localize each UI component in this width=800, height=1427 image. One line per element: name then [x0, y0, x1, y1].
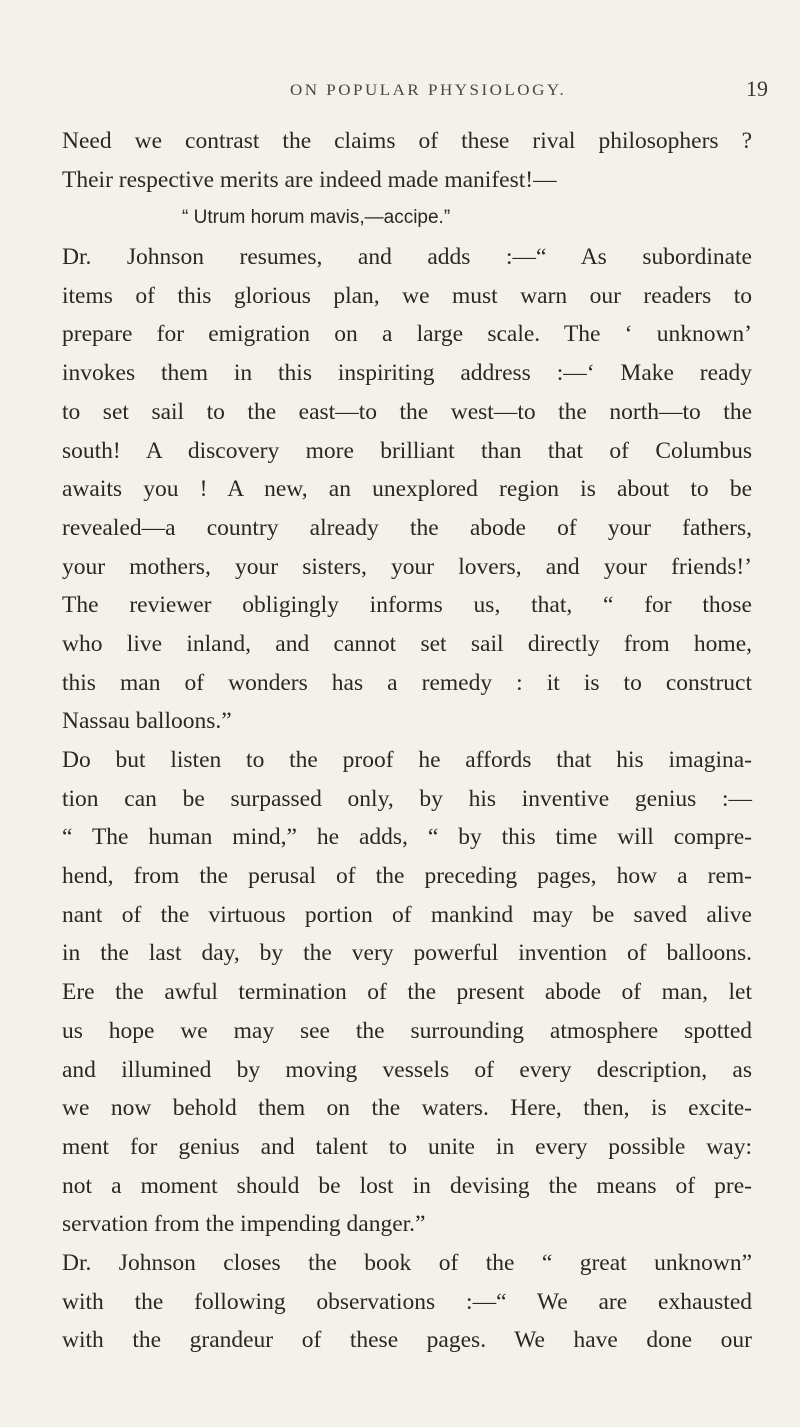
- running-title: ON POPULAR PHYSIOLOGY.: [290, 80, 567, 99]
- text-line: hend, from the perusal of the preceding pages, how a rem-: [62, 863, 752, 890]
- text-line: with the following observations :—“ We are exhausted: [62, 1288, 752, 1315]
- text-line: Their respective merits are indeed made manifest!—: [62, 166, 557, 193]
- text-line: awaits you ! A new, an unexplored region is about to be: [62, 476, 752, 503]
- text-line: tion can be surpassed only, by his inventive genius :—: [62, 785, 752, 812]
- text-line: nant of the virtuous portion of mankind may be saved alive: [62, 901, 752, 928]
- text-line: to set sail to the east—to the west—to the north—to the: [62, 398, 752, 425]
- text-line: us hope we may see the surrounding atmosphere spotted: [62, 1017, 752, 1044]
- text-line: not a moment should be lost in devising the means of pre-: [62, 1172, 752, 1199]
- text-line: and illumined by moving vessels of every description, as: [62, 1056, 752, 1083]
- page-number: 19: [746, 76, 768, 101]
- text-line: Ere the awful termination of the present abode of man, let: [62, 979, 752, 1006]
- text-line: The reviewer obligingly informs us, that, “ for those: [62, 592, 752, 619]
- text-line: invokes them in this inspiriting address :—‘ Make ready: [62, 360, 752, 387]
- text-line: ment for genius and talent to unite in every possible way:: [62, 1133, 752, 1160]
- text-line: with the grandeur of these pages. We have done our: [62, 1327, 752, 1354]
- text-line: Need we contrast the claims of these rival philosophers ?: [62, 128, 752, 154]
- text-line: Dr. Johnson closes the book of the “ great unknown”: [62, 1249, 752, 1276]
- text-line: items of this glorious plan, we must warn our readers to: [62, 282, 752, 309]
- text-line: “ The human mind,” he adds, “ by this time will compre-: [62, 824, 752, 851]
- text-line: Nassau balloons.”: [62, 708, 232, 735]
- text-line: servation from the impending danger.”: [62, 1211, 426, 1238]
- text-line: your mothers, your sisters, your lovers, and your friends!’: [62, 553, 752, 580]
- text-line: who live inland, and cannot set sail directly from home,: [62, 630, 752, 657]
- text-line: south! A discovery more brilliant than that of Columbus: [62, 437, 752, 464]
- text-line: prepare for emigration on a large scale. The ‘ unknown’: [62, 321, 752, 348]
- text-line: in the last day, by the very powerful invention of balloons.: [62, 940, 752, 967]
- text-line: we now behold them on the waters. Here, then, is excite-: [62, 1095, 752, 1122]
- body-text: [62, 122, 752, 1360]
- latin-quotation: “ Utrum horum mavis,—accipe.”: [182, 207, 451, 229]
- text-line: revealed—a country already the abode of your fathers,: [62, 514, 752, 541]
- text-line: this man of wonders has a remedy : it is to construct: [62, 669, 752, 696]
- running-head: [0, 76, 800, 110]
- text-line: Dr. Johnson resumes, and adds :—“ As subordinate: [62, 244, 752, 271]
- text-line: Do but listen to the proof he affords that his imagina-: [62, 747, 752, 773]
